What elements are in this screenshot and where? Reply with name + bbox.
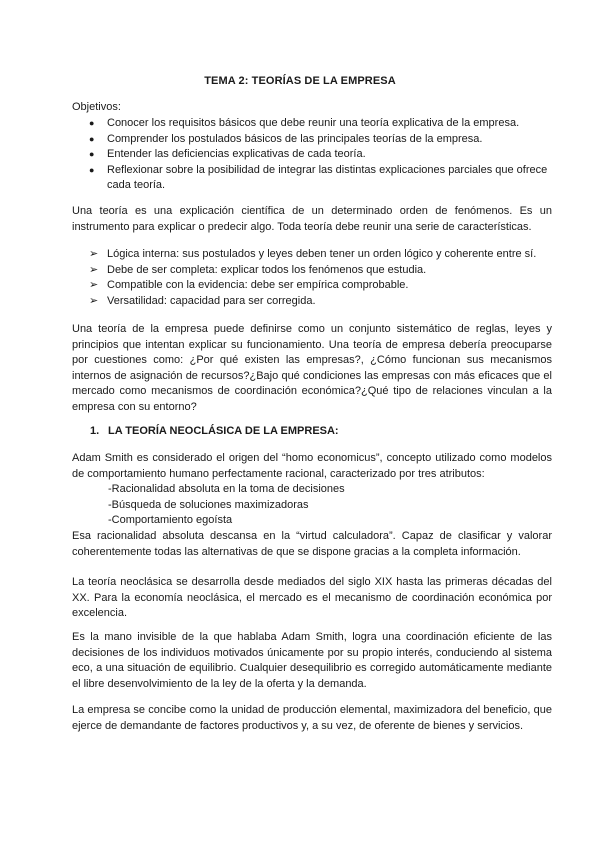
intro-paragraph: Una teoría es una explicación científica de un determinado orden de fenómenos. Es un instrumento para explicar o predecir algo. Toda teoría debe reunir una serie de características. xyxy=(72,205,552,233)
attributes-list xyxy=(108,482,345,529)
attribute-item: -Búsqueda de soluciones maximizadoras xyxy=(108,498,309,511)
section-title: LA TEORÍA NEOCLÁSICA DE LA EMPRESA: xyxy=(108,425,339,437)
objectives-list xyxy=(72,116,552,194)
arrow-bullet-icon: ➢ xyxy=(89,263,99,276)
neoclassical-paragraph: La teoría neoclásica se desarrolla desde mediados del siglo XIX hasta las primeras décadas del XX. Para la economía neoclásica, el mercado es el mecanismo de coordinación económica por excelencia. xyxy=(72,576,552,619)
characteristic-item: ➢ Debe de ser completa: explicar todos los fenómenos que estudia. xyxy=(72,263,552,279)
characteristic-item: ➢ Versatilidad: capacidad para ser corregida. xyxy=(72,294,552,310)
arrow-bullet-icon: ➢ xyxy=(89,248,99,260)
homo-economicus-paragraph: Adam Smith es considerado el origen del “homo economicus”, concepto utilizado como modelos de comportamiento humano perfectamente racional, caracterizado por tres atributos: xyxy=(72,452,552,480)
objective-item: ● Reflexionar sobre la posibilidad de integrar las distintas explicaciones parciales que ofrece cada teoría. xyxy=(89,163,548,191)
document-title: TEMA 2: TEORÍAS DE LA EMPRESA xyxy=(204,75,396,87)
objective-item: ● Conocer los requisitos básicos que debe reunir una teoría explicativa de la empresa. xyxy=(72,116,552,132)
bullet-dot-icon: ● xyxy=(89,149,95,159)
theory-paragraph: Una teoría de la empresa puede definirse como un conjunto sistemático de reglas, leyes y principios que intentan explicar su funcionamiento. Una teoría de empresa debería preocuparse por cuestiones como: ¿Por qué existen las empresas?, ¿Cómo funcionan sus mecanismos internos de asignación de recursos?¿Bajo qué condiciones las empresas con más eficaces que el mercado como mecanismos de coordinación económica?¿Qué tipo de relaciones vinculan a la empresa con su entorno? xyxy=(72,323,552,413)
virtud-calculadora-paragraph: Esa racionalidad absoluta descansa en la “virtud calculadora”. Capaz de clasificar y valorar coherentemente todas las alternativas de que se dispone gracias a la completa información. xyxy=(72,530,552,558)
company-concept-paragraph: La empresa se concibe como la unidad de producción elemental, maximizadora del beneficio, que ejerce de demandante de factores productivos y, a su vez, de oferente de bienes y servicios. xyxy=(72,704,552,732)
characteristic-item: ➢ Compatible con la evidencia: debe ser empírica comprobable. xyxy=(72,278,552,294)
attribute-item: -Comportamiento egoísta xyxy=(108,514,233,526)
objective-item: ● Entender las deficiencias explicativas de cada teoría. xyxy=(72,147,552,163)
characteristics-list xyxy=(72,247,552,309)
invisible-hand-paragraph: Es la mano invisible de la que hablaba Adam Smith, logra una coordinación eficiente de las decisiones de los individuos motivados únicamente por su propio interés, conduciendo al sistema eco, a una situación de equilibrio. Cualquier desequilibrio es corregido automáticamente mediante el libre desenvolvimiento de la ley de la oferta y la demanda. xyxy=(72,631,552,690)
attribute-item: -Racionalidad absoluta en la toma de decisiones xyxy=(108,483,345,495)
bullet-dot-icon: ● xyxy=(89,118,95,128)
objective-item: ● Comprender los postulados básicos de las principales teorías de la empresa. xyxy=(72,132,552,148)
arrow-bullet-icon: ➢ xyxy=(89,294,99,307)
bullet-dot-icon: ● xyxy=(89,164,95,175)
bullet-dot-icon: ● xyxy=(89,133,95,144)
section-heading xyxy=(90,424,339,440)
arrow-bullet-icon: ➢ xyxy=(89,279,99,291)
characteristic-item: ➢ Lógica interna: sus postulados y leyes deben tener un orden lógico y coherente entre sí. xyxy=(72,247,552,263)
objectives-label: Objetivos: xyxy=(72,101,121,113)
section-number: 1. xyxy=(90,425,100,437)
